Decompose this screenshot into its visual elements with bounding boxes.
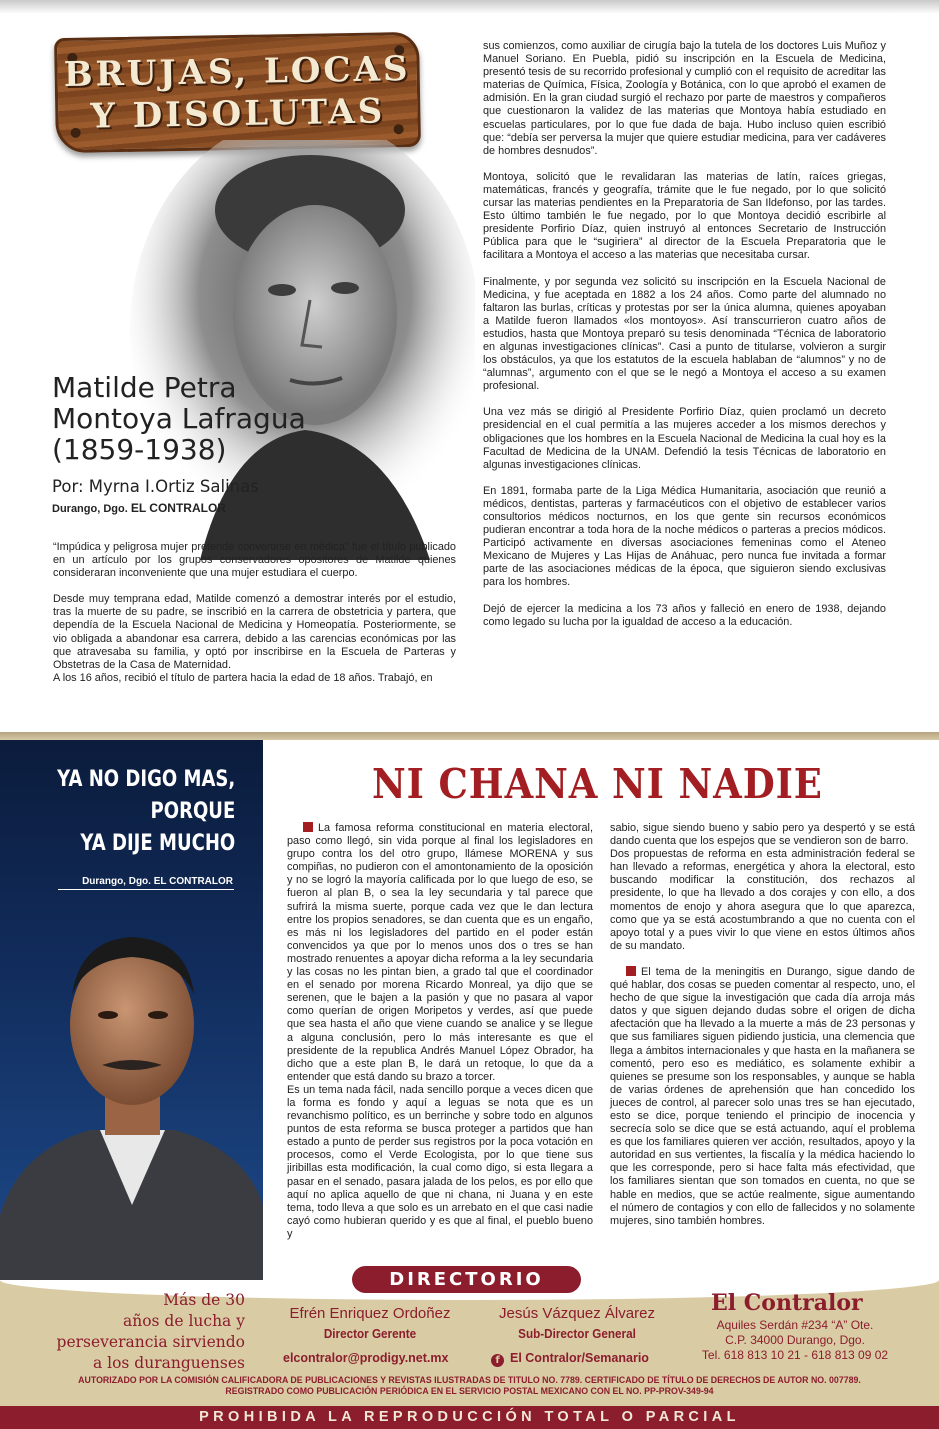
columnist-photo (0, 915, 263, 1280)
paragraph-marker-icon (626, 966, 636, 976)
section-banner (54, 32, 421, 153)
banner-line-1: BRUJAS, LOCAS (63, 48, 411, 96)
directory-label: DIRECTORIO (352, 1266, 581, 1293)
contact-email[interactable]: elcontralor@prodigy.net.mx (283, 1351, 449, 1365)
column-rule (58, 889, 234, 890)
article-dateline: Durango, Dgo. EL CONTRALOR (52, 501, 226, 515)
brand-logo: El Contralor (711, 1290, 863, 1316)
article-subject-name: Matilde Petra Montoya Lafragua (1859-1938) (52, 371, 306, 466)
facebook-link[interactable]: f El Contralor/Semanario (491, 1351, 649, 1367)
top-shadow (0, 0, 939, 14)
column-sidebar (0, 740, 263, 1280)
banner-line-2: Y DISOLUTAS (90, 91, 386, 137)
section-divider (0, 732, 939, 740)
legal-notice: AUTORIZADO POR LA COMISIÓN CALIFICADORA DE PUBLICACIONES Y REVISTAS ILUSTRADAS DE TITULO NO. 7789. CERTIFICADO DE TÍTULO DE DERECHOS DE AUTOR NO. 007789. REGISTRADO COMO PUBLICACIÓN PERIÓDICA EN EL SERVICIO POSTAL MEXICANO CON EL NO. PP-PROV-349-94 (78, 1375, 861, 1396)
article1-right-column: sus comienzos, como auxiliar de cirugía bajo la tutela de los doctores Luis Muñoz y Manuel Soriano. En Puebla, pidió su inscripción en la Escuela de Medicina, presentó tesis de su recorrido profesional y cumplió con el requisito de acreditar las materias de Química, Física, Zoología y Botánica, con lo que aprobó el examen de admisión. En la gran ciudad surgió el rechazo por parte de maestros y compañeros que cuestionaron la validez de las materias que Montoya había estudiado en escuelas particulares, por lo que fue dada de baja. Hubo incluso quien escribió que: “debía ser perversa la mujer que quiere estudiar medicina, para ver cadáveres de hombres desnudos”. Montoya, solicitó que le revalidaran las materias de latín, raíces griegas, matemáticas, francés y geografía, trámite que le fue negado, por lo que solicitó cursar las materias pendientes en la Preparatoria de San Ildefonso, por las tardes. Esto último también le fue negado, por lo que Montoya decidió escribirle al presidente Porfirio Díaz, quien instruyó al entonces Secretario de Instrucción Pública para que le “sugiriera” al director de la Escuela Preparatoria que le facilitara a Montoya el acceso a las materias que necesitaba cursar. Finalmente, y por segunda vez solicitó su inscripción en la Escuela Nacional de Medicina, y fue aceptada en 1882 a los 24 años. Como parte del alumnado no faltaron las burlas, críticas y protestas por ser la única alumna, quienes apoyaban a Matilde fueron llamados «los montoyos». Así transcurrieron cuatro años de estudios, hasta que Montoya preparó su tesis denominada “Técnica de laboratorio en algunas investigaciones clínicas”. Casi a punto de titularse, volvieron a surgir los obstáculos, ya que los estatutos de la escuela hablaban de “alumnos” y no de “alumnas”, argumento con el que se le negó a Montoya el acceso a su examen profesional. Una vez más se dirigió al Presidente Porfirio Díaz, quien proclamó un decreto presidencial en el cual permitía a las mujeres acceder a los mismos derechos y obligaciones que los hombres en la Escuela Nacional de Medicina la cual hoy es la Facultad de Medicina de la UNAM. Defendió la tesis Técnicas de laboratorio en algunas investigaciones clínicas. En 1891, formaba parte de la Liga Médica Humanitaria, asociación que reunió a médicos, dentistas, parteras y farmacéuticos con el objetivo de establecer varios consultorios médicos nocturnos, en los que gente sin recursos económicos pudieran encontrar a toda hora de la noche médicos o parteras a precios módicos. Participó activamente en diversas asociaciones femeninas como el Ateneo Mexicano de Mujeres y Las Hijas de Anáhuac, pero nunca fue invitada a formar parte de las asociaciones médicas de la época, que siguieron siendo exclusivas para los hombres. Dejó de ejercer la medicina a los 73 años y falleció en enero de 1938, dejando como legado su lucha por la igualdad de acceso a la educación. (483, 40, 886, 628)
facebook-icon: f (491, 1354, 504, 1367)
footer-address: Aquiles Serdán #234 “A” Ote. C.P. 34000 Durango, Dgo. Tel. 618 813 10 21 - 618 813 09 02 (701, 1318, 889, 1362)
article-author: Por: Myrna I.Ortiz Salinas (52, 477, 259, 496)
staff-director: Efrén Enriquez Ordoñez Director Gerente (289, 1305, 451, 1341)
article1-left-column: “Impúdica y peligrosa mujer pretende convertirse en médica” fue el título publicado en un artículo por los grupos conservadores opositores de Matilde quienes consideraran inconveniente que una mujer estudiara el cuerpo. Desde muy temprana edad, Matilde comenzó a demostrar interés por el estudio, tras la muerte de su padre, se inscribió en la carrera de obstetricia y partera, que dependía de la Escuela Nacional de Medicina y Homeopatía. Posteriormente, se vio obligada a abandonar esa carrera, debido a las carencias económicas por las que atravesaba su familia, y optó por inscribirse en la Escuela de Parteras y Obstetras de la Casa de Maternidad. A los 16 años, recibió el título de partera hacia la edad de 18 años. Trabajó, en (53, 541, 456, 684)
column-dateline: Durango, Dgo. EL CONTRALOR (82, 876, 233, 887)
paragraph-marker-icon (303, 822, 313, 832)
column-left-text: La famosa reforma constitucional en materia electoral, paso como llegó, sin vida porque al final los legisladores en grupo contra los del otro grupo, llámese MORENA y sus compiñas, no pudieron con el amontonamiento de la oposición y no se logró la mayoría calificada por lo que luego de eso, se fueron al plan B, o sea la ley secundaria y tal parece que sufrirá la misma suerte, porque cada vez que le dan lectura entre los propios senadores, se dan cuenta que es un engaño, es más ni los legisladores del partido en el poder están convencidos ya que por lo menos unos dos o tres se han mostrado renuentes a apoyar dicha reforma a la ley secundaria y las cosas no les pintan bien, a grado tal que el coordinador en el senado por morena Ricardo Monreal, ya dijo que se serenen, que le bajen a la pasión y que no pasara al vapor como querían de origen Moripetos y verdes, así que puede que sea hasta el año que viene cuando se analice y se llegue a alguna conclusión, pero lo más interesante es que el presidente de la republica Andrés Manuel López Obrador, ha dicho que a este plan B, le dará un retoque, lo que da a entender que está dando su brazo a torcer. Es un tema nada fácil, nada sencillo porque a veces dicen que la forma es fondo y aquí a leguas se nota que es un revanchismo político, es un berrinche y sobre todo en algunos puntos de esta reforma se busca proteger a partidos que han estado a punto de perder sus registros por la poca votación en procesos, como el Verde Ecologista, por lo que tiene sus jiribillas esta modificación, la cual como digo, si esta llegara a pasar en el senado, pasara jalada de los pelos, es por ello que aquí no aplica aquello de que ni chana, ni Juana y en este tema, todo lleva a que solo es un arrebato en el que casi nadie cayó como hubieran querido y es que al final, el pueblo bueno y (287, 822, 593, 1240)
reproduction-notice: PROHIBIDA LA REPRODUCCIÓN TOTAL O PARCIAL (0, 1406, 939, 1429)
column-right-text: sabio, sigue siendo bueno y sabio pero ya despertó y se está dando cuenta que los espejos que se vendieron son de barro. Dos propuestas de reforma en esta administración federal se han llevado a reformas, energética y ahora la electoral, esto buscando modificar la constitución, dos rechazos al presidente, lo que ha llevado a dos corajes y con ello, a dos momentos de enojo y ahora asegura que lo que aparezca, como que ya se está acostumbrando a que no cuenta con el apoyo total y a pues vivir lo que viene en estos últimos años de su mandato. El tema de la meningitis en Durango, sigue dando de qué hablar, dos cosas se pueden comentar al respecto, uno, el hecho de que sigue la investigación que cada día arroja más datos y que siguen dejando dudas sobre el origen de dicha afectación que ha llevado a la muerte a más de 23 personas y que sus familiares siguen pidiendo justicia, una clemencia que llega a ámbitos internacionales y que hasta en la mañanera se comentó, pero eso es mediático, es solamente exhibir a quienes se presume son los responsables, y aunque se habla de varias órdenes de aprehensión que han concedido los jueces de control, al parecer solo unas tres se han ejecutado, esto se dice, porque teniendo el principio de inocencia y secrecía solo se dice que se está actuando, aquí el problema es que los familiares quieren ver acción, resultados, apoyo y la autoridad en sus vertientes, la fiscalía y la médica haciendo lo que les corresponde, pero si hace falta más efectividad, que los familiares sientan que son tomados en cuenta, no que se hable en medios, que se actúe realmente, sigue aumentando el número de contagios y con ello de fallecidos y no solamente mujeres, sino también hombres. (610, 822, 915, 1227)
column-headline: NI CHANA NI NADIE (372, 760, 823, 808)
matilde-portrait (130, 140, 475, 560)
staff-subdirector: Jesús Vázquez Álvarez Sub-Director General (499, 1305, 655, 1341)
footer-motto: Más de 30 años de lucha y perseverancia sirviendo a los duranguenses (56, 1291, 245, 1372)
column-section-title: YA NO DIGO MAS, PORQUE YA DIJE MUCHO (56, 767, 235, 856)
